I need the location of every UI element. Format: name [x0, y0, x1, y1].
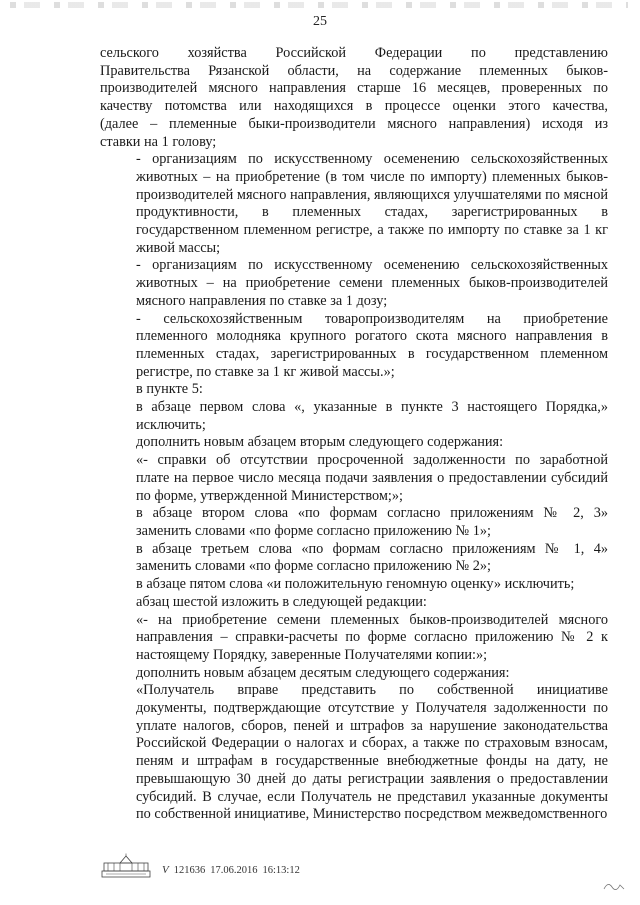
paragraph — [100, 682, 608, 824]
text-line: абзац шестой изложить в следующей редакции: — [136, 593, 427, 610]
registration-stamp — [162, 864, 300, 879]
government-building-emblem-icon — [100, 853, 152, 879]
scan-header-artifact — [10, 2, 628, 8]
text-line: животных – на приобретение семени племенных быков-производителей — [136, 275, 608, 292]
registration-mark: V — [162, 864, 169, 876]
paragraph — [100, 541, 608, 576]
text-line: в абзаце втором слова «по формам согласно приложениям № 2, 3» — [136, 505, 608, 522]
text-line: уплате налогов, сборов, пеней и штрафов за нарушение законодательства — [136, 717, 608, 734]
text-line: продуктивности, в племенных стадах, зарегистрированных в — [136, 204, 608, 221]
paragraph — [100, 399, 608, 434]
text-line: превышающую 30 дней до даты регистрации заявления о предоставлении — [136, 770, 608, 787]
text-line: производителей мясного направления старше 16 месяцев, проверенных по — [100, 80, 608, 97]
paragraph — [100, 665, 608, 683]
text-line: заменить словами «по форме согласно приложению № 2»; — [136, 558, 491, 575]
paragraph — [100, 381, 608, 399]
text-line: плате на первое число месяца подачи заявления о предоставлении субсидий — [136, 469, 608, 486]
paragraph — [100, 505, 608, 540]
paragraph — [100, 576, 608, 594]
paragraph — [100, 452, 608, 505]
text-line: в пункте 5: — [136, 381, 203, 398]
text-line: субсидий. В случае, если Получатель не представил указанные документы — [136, 788, 608, 805]
text-line: животных – на приобретение (в том числе по импорту) племенных быков- — [136, 168, 608, 185]
registration-footer — [100, 853, 300, 879]
registration-time: 16:13:12 — [262, 865, 300, 876]
registration-number: 121636 — [173, 865, 206, 876]
text-line: племенных стадах, зарегистрированных в государственном племенном — [136, 345, 608, 362]
text-line: направления – справки-расчеты по форме согласно приложению № 2 к — [136, 629, 608, 646]
paragraph — [100, 594, 608, 612]
document-body — [100, 45, 608, 824]
text-line: в абзаце третьем слова «по формам согласно приложениям № 1, 4» — [136, 540, 608, 557]
text-line: Правительства Рязанской области, на содержание племенных быков- — [100, 62, 608, 79]
text-line: документы, подтверждающие отсутствие у Получателя задолженности по — [136, 700, 608, 717]
text-line: дополнить новым абзацем десятым следующего содержания: — [136, 664, 510, 681]
paragraph — [100, 257, 608, 310]
text-line: «- справки об отсутствии просроченной задолженности по заработной — [136, 452, 608, 469]
text-line: пеням и штрафам в государственные внебюджетные фонды на дату, не — [136, 753, 608, 770]
text-line: заменить словами «по форме согласно приложению № 1»; — [136, 522, 491, 539]
text-line: качеству потомства или находящихся в процессе оценки этого качества, — [100, 98, 608, 115]
text-line: ставки на 1 голову; — [100, 133, 217, 150]
text-line: исключить; — [136, 416, 206, 433]
text-line: «Получатель вправе представить по собственной инициативе — [136, 682, 608, 699]
text-line: - организациям по искусственному осеменению сельскохозяйственных — [136, 151, 608, 168]
paragraph — [100, 45, 608, 151]
page-number: 25 — [313, 14, 327, 29]
text-line: настоящему Порядку, заверенные Получателями копии:»; — [136, 646, 488, 663]
text-line: в абзаце первом слова «, указанные в пункте 3 настоящего Порядка,» — [136, 399, 608, 416]
text-line: живой массы; — [136, 239, 221, 256]
registration-date: 17.06.2016 — [210, 865, 258, 876]
text-line: (далее – племенные быки-производители мясного направления) исходя из — [100, 115, 608, 132]
text-line: регистре, по ставке за 1 кг живой массы.»; — [136, 363, 395, 380]
text-line: в абзаце пятом слова «и положительную геномную оценку» исключить; — [136, 576, 575, 593]
text-line: мясного направления по ставке за 1 дозу; — [136, 292, 388, 309]
scan-mark-icon — [602, 879, 626, 893]
text-line: дополнить новым абзацем вторым следующего содержания: — [136, 434, 504, 451]
paragraph — [100, 434, 608, 452]
text-line: «- на приобретение семени племенных быков-производителей мясного — [136, 611, 608, 628]
text-line: - сельскохозяйственным товаропроизводителям на приобретение — [136, 310, 608, 327]
text-line: Российской Федерации о налогах и сборах, а также по страховым взносам, — [136, 735, 608, 752]
text-line: по собственной инициативе, Министерство посредством межведомственного — [136, 806, 608, 823]
paragraph — [100, 151, 608, 257]
text-line: сельского хозяйства Российской Федерации по представлению — [100, 45, 608, 61]
text-line: - организациям по искусственному осеменению сельскохозяйственных — [136, 257, 608, 274]
text-line: племенного молодняка крупного рогатого скота мясного направления в — [136, 328, 608, 345]
text-line: производителей мясного направления, являющихся улучшателями по мясной — [136, 186, 608, 203]
text-line: государственном племенном регистре, а также по импорту по ставке за 1 кг — [136, 222, 608, 239]
paragraph — [100, 612, 608, 665]
text-line: по форме, утвержденной Министерством;»; — [136, 487, 404, 504]
paragraph — [100, 311, 608, 382]
